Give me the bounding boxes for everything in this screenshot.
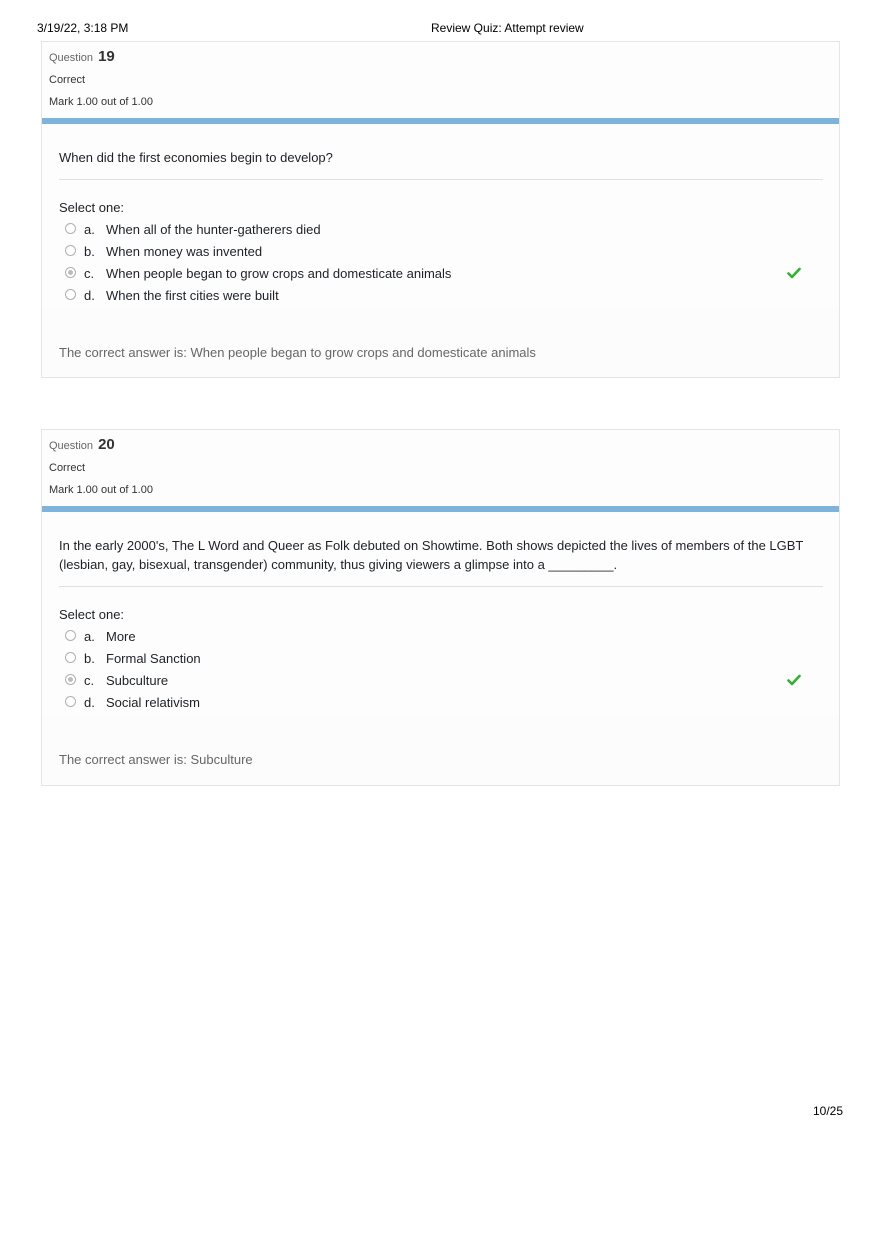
question-card: [41, 41, 840, 378]
option-letter: b.: [84, 651, 95, 666]
print-title: Review Quiz: Attempt review: [431, 21, 584, 35]
print-datetime: 3/19/22, 3:18 PM: [37, 21, 129, 35]
page-number: 10/25: [812, 1104, 843, 1118]
question-label: Question: [49, 52, 94, 64]
correct-answer-feedback: The correct answer is: Subculture: [59, 752, 253, 767]
answer-options: [59, 219, 823, 307]
question-state: Correct: [49, 462, 86, 474]
answer-option[interactable]: [59, 219, 823, 241]
check-icon: [787, 266, 801, 280]
answer-option[interactable]: [59, 648, 823, 670]
radio-icon[interactable]: [65, 223, 76, 234]
option-text: Social relativism: [106, 695, 200, 710]
question-number: 20: [98, 436, 115, 453]
option-letter: d.: [84, 288, 95, 303]
question-formulation: [42, 124, 839, 307]
question-state: Correct: [49, 74, 86, 86]
answer-option[interactable]: [59, 285, 823, 307]
radio-icon[interactable]: [65, 696, 76, 707]
radio-icon[interactable]: [65, 652, 76, 663]
option-letter: a.: [84, 629, 95, 644]
radio-icon[interactable]: [65, 674, 76, 685]
print-header: [0, 0, 880, 40]
option-letter: c.: [84, 266, 95, 281]
option-text: When the first cities were built: [106, 288, 279, 303]
question-grade: Mark 1.00 out of 1.00: [49, 484, 153, 496]
check-icon: [787, 673, 801, 687]
answer-option-selected[interactable]: [59, 263, 823, 285]
option-text: Subculture: [106, 673, 169, 688]
question-number-line: [49, 48, 115, 65]
option-letter: a.: [84, 222, 95, 237]
answer-option[interactable]: [59, 241, 823, 263]
radio-icon[interactable]: [65, 267, 76, 278]
option-text: More: [106, 629, 136, 644]
option-text: When money was invented: [106, 244, 263, 259]
question-text: When did the first economies begin to develop?: [59, 124, 823, 180]
option-text: When people began to grow crops and domesticate animals: [106, 266, 452, 281]
question-formulation: [42, 512, 839, 714]
radio-icon[interactable]: [65, 630, 76, 641]
option-letter: b.: [84, 244, 95, 259]
radio-icon[interactable]: [65, 245, 76, 256]
answer-option[interactable]: [59, 626, 823, 648]
question-label: Question: [49, 440, 94, 452]
question-number-line: [49, 436, 115, 453]
radio-icon[interactable]: [65, 289, 76, 300]
question-info: [42, 430, 839, 512]
question-number: 19: [98, 48, 115, 65]
question-grade: Mark 1.00 out of 1.00: [49, 96, 153, 108]
select-prompt: Select one:: [59, 607, 125, 622]
option-letter: c.: [84, 673, 95, 688]
option-letter: d.: [84, 695, 95, 710]
option-text: When all of the hunter-gatherers died: [106, 222, 321, 237]
select-prompt: Select one:: [59, 200, 125, 215]
question-info: [42, 42, 839, 124]
question-text: In the early 2000's, The L Word and Queer as Folk debuted on Showtime. Both shows depicted the lives of members of the LGBT (lesbian, gay, bisexual, transgender) community, thus giving viewers a glimpse into a _________.: [59, 512, 823, 587]
answer-options: [59, 626, 823, 714]
answer-option-selected[interactable]: [59, 670, 823, 692]
question-card: [41, 429, 840, 786]
answer-option[interactable]: [59, 692, 823, 714]
correct-answer-feedback: The correct answer is: When people began to grow crops and domesticate animals: [59, 345, 536, 360]
option-text: Formal Sanction: [106, 651, 201, 666]
